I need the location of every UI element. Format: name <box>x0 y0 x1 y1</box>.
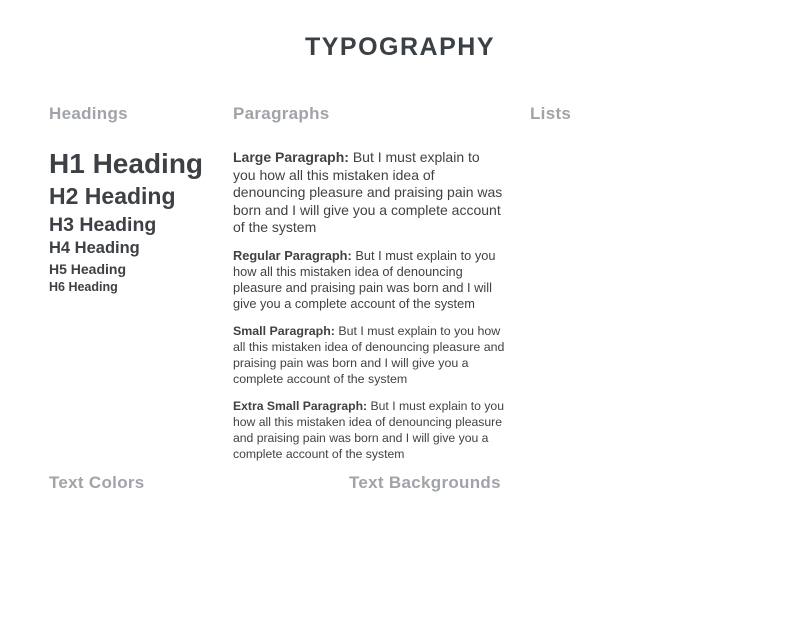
typography-style-guide-page <box>0 33 800 633</box>
headings-section <box>49 104 209 294</box>
paragraph-label-xsmall: Extra Small Paragraph: <box>233 398 368 413</box>
heading-sample-h2: H2 Heading <box>49 183 176 210</box>
headings-samples <box>49 149 209 294</box>
paragraphs-section <box>233 104 506 473</box>
top-row <box>49 104 800 473</box>
paragraph-samples <box>233 149 506 462</box>
bottom-row <box>49 473 800 518</box>
paragraph-label-regular: Regular Paragraph: <box>233 247 352 263</box>
heading-sample-h6: H6 Heading <box>49 280 118 294</box>
paragraph-sample-xsmall: Extra Small Paragraph: But I must explain to you how all this mistaken idea of denouncing pleasure and praising pain was born and I will give you a complete account of the system <box>233 398 504 461</box>
text-colors-section-title: Text Colors <box>49 472 145 492</box>
heading-sample-h4: H4 Heading <box>49 239 140 257</box>
headings-section-title: Headings <box>49 104 128 123</box>
lists-section-title: Lists <box>530 104 572 123</box>
paragraph-label-large: Large Paragraph: <box>233 149 349 165</box>
text-backgrounds-section <box>349 473 786 518</box>
text-colors-section <box>49 473 330 518</box>
paragraph-sample-small: Small Paragraph: But I must explain to you how all this mistaken idea of denouncing pleasure and praising pain was born and I will give you a complete account of the system <box>233 323 505 386</box>
heading-sample-h5: H5 Heading <box>49 261 127 278</box>
lists-section <box>530 104 782 149</box>
paragraph-label-small: Small Paragraph: <box>233 323 335 338</box>
heading-sample-h1: H1 Heading <box>49 148 204 179</box>
text-backgrounds-section-title: Text Backgrounds <box>349 472 501 492</box>
page-title: TYPOGRAPHY <box>304 33 496 61</box>
heading-sample-h3: H3 Heading <box>49 213 157 236</box>
paragraph-sample-regular: Regular Paragraph: But I must explain to you how all this mistaken idea of denouncing pleasure and praising pain was born and I will give you a complete account of the system <box>233 247 496 311</box>
paragraphs-section-title: Paragraphs <box>233 104 330 123</box>
paragraph-sample-large: Large Paragraph: But I must explain to you how all this mistaken idea of denouncing pleasure and praising pain was born and I will give you a complete account of the system <box>233 149 503 235</box>
